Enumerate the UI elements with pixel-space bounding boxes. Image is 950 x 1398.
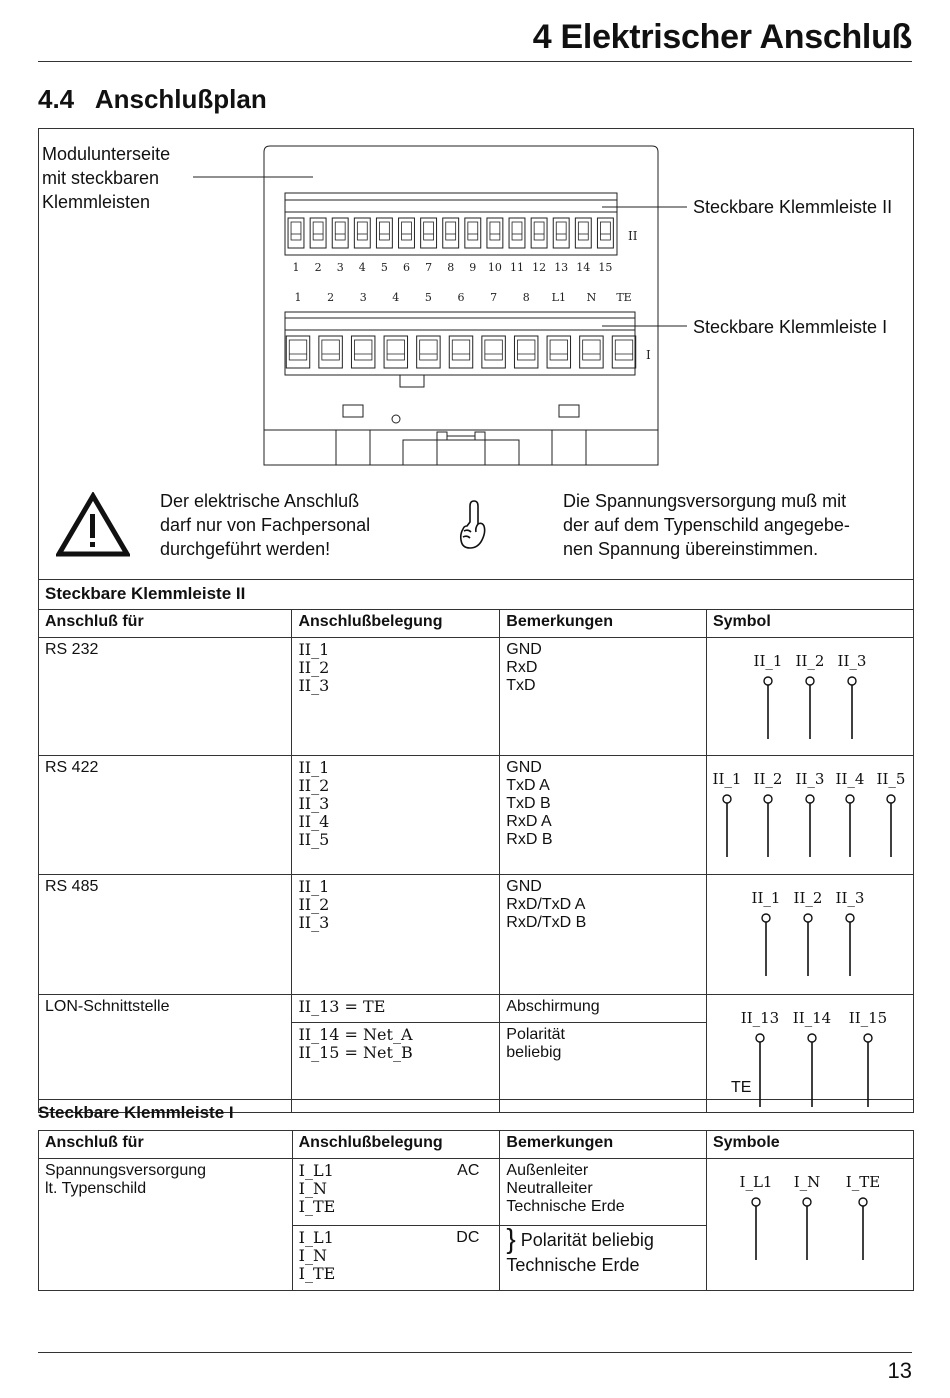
strip2-table-title: Steckbare Klemmleiste II xyxy=(39,580,914,610)
col-header: Anschlußbelegung xyxy=(292,1131,500,1159)
row-notes: Abschirmung xyxy=(500,995,707,1023)
strip1-label: Steckbare Klemmleiste I xyxy=(693,317,888,337)
terminal-slot xyxy=(487,218,503,248)
terminal-symbol xyxy=(836,889,865,976)
row-pins xyxy=(292,756,500,875)
table-row xyxy=(39,1159,914,1226)
pin: II_1 xyxy=(298,640,330,659)
terminal-number: 6 xyxy=(403,261,410,274)
pin: I_L1 xyxy=(298,1161,334,1180)
symbol-label: II_3 xyxy=(837,652,867,670)
terminal-slot xyxy=(509,218,525,248)
terminal-number: 8 xyxy=(447,261,455,274)
terminal-slot xyxy=(575,218,591,248)
terminal-number: 8 xyxy=(522,291,530,304)
module-label-line: Klemmleisten xyxy=(42,192,151,212)
note: Technische Erde xyxy=(506,1198,625,1215)
table-row xyxy=(39,995,914,1023)
note-text: Polarität beliebig xyxy=(520,1230,654,1251)
terminal-slot xyxy=(597,218,613,248)
row-pins xyxy=(292,1023,500,1113)
row-pins xyxy=(292,1159,500,1226)
terminal-number: 3 xyxy=(359,291,367,304)
row-for: RS 232 xyxy=(39,638,292,756)
pin: II_3 xyxy=(298,794,330,813)
note: Technische Erde xyxy=(506,1255,640,1276)
pin: I_L1 xyxy=(298,1228,334,1248)
note xyxy=(506,1223,700,1255)
module-drawing xyxy=(0,0,950,480)
terminal-slot xyxy=(384,336,407,368)
col-header: Anschlußbelegung xyxy=(292,610,500,638)
ac-tag: AC xyxy=(457,1162,480,1179)
terminal-number: L1 xyxy=(551,291,566,304)
terminal-symbol xyxy=(793,1009,831,1107)
terminal-symbol xyxy=(752,889,781,976)
footer-rule xyxy=(38,1352,912,1353)
info-line: der auf dem Typenschild angegebe- xyxy=(563,515,850,535)
terminal-slot xyxy=(421,218,437,248)
row-notes xyxy=(500,1023,707,1113)
symbol-label: II_4 xyxy=(835,770,865,788)
terminal-number: 1 xyxy=(294,291,302,304)
note: RxD/TxD A xyxy=(506,896,586,913)
note: RxD xyxy=(506,659,538,676)
row-for: RS 485 xyxy=(39,875,292,995)
strip1-table-title: Steckbare Klemmleiste I xyxy=(38,1103,234,1122)
terminal-slot xyxy=(612,336,635,368)
terminal-symbol xyxy=(836,770,865,857)
warning-line: darf nur von Fachpersonal xyxy=(160,515,371,535)
terminal-number: 9 xyxy=(469,261,477,274)
row-pins xyxy=(292,1226,500,1291)
pin: II_15 = Net_B xyxy=(298,1043,413,1063)
terminal-symbol xyxy=(740,1173,773,1260)
note: TxD xyxy=(506,677,536,694)
terminal-symbols xyxy=(707,638,912,750)
terminal-symbol xyxy=(796,652,825,739)
terminal-number: 10 xyxy=(487,261,502,274)
symbol-label: II_2 xyxy=(753,770,783,788)
terminal-number: 5 xyxy=(424,291,432,304)
note: RxD B xyxy=(506,831,553,848)
terminal-symbol xyxy=(796,770,825,857)
terminal-number: 11 xyxy=(510,261,524,274)
terminal-number: 7 xyxy=(490,291,498,304)
strip2-label: Steckbare Klemmleiste II xyxy=(693,197,893,217)
pin: II_3 xyxy=(298,676,330,695)
module-label-line: mit steckbaren xyxy=(42,168,160,188)
note: Außenleiter xyxy=(506,1162,589,1179)
col-header: Bemerkungen xyxy=(500,1131,707,1159)
row-symbol xyxy=(706,638,913,756)
note: beliebig xyxy=(506,1044,562,1062)
terminal-symbol xyxy=(794,889,823,976)
terminal-number: 2 xyxy=(327,291,335,304)
terminal-number: 1 xyxy=(292,261,300,274)
note: RxD/TxD B xyxy=(506,914,587,931)
note: RxD A xyxy=(506,813,552,830)
terminal-slot xyxy=(417,336,440,368)
pin: II_5 xyxy=(298,830,330,849)
pointing-hand-icon xyxy=(456,498,490,552)
pin: II_4 xyxy=(298,812,330,831)
terminal-number: 14 xyxy=(576,261,591,274)
terminal-slot xyxy=(354,218,370,248)
symbol-label: II_14 xyxy=(792,1009,832,1027)
symbol-label: II_5 xyxy=(876,770,906,788)
row-symbol xyxy=(706,756,913,875)
terminal-number: 7 xyxy=(425,261,433,274)
terminal-slot xyxy=(443,218,459,248)
symbol-label: II_1 xyxy=(751,889,781,907)
note: Neutralleiter xyxy=(506,1180,593,1197)
row-notes xyxy=(500,756,707,875)
pin: II_1 xyxy=(298,877,330,896)
pin: II_2 xyxy=(298,776,330,795)
pin: II_1 xyxy=(298,758,330,777)
symbol-label: II_15 xyxy=(848,1009,888,1027)
warning-triangle-icon xyxy=(56,492,130,558)
warning-line: Der elektrische Anschluß xyxy=(160,491,360,511)
terminal-slot xyxy=(465,218,481,248)
terminal-number: 3 xyxy=(336,261,344,274)
row-for: LON-Schnittstelle xyxy=(39,995,292,1113)
terminal-symbol xyxy=(838,652,867,739)
terminal-slot xyxy=(319,336,342,368)
symbol-label: II_1 xyxy=(712,770,742,788)
info-line: nen Spannung übereinstimmen. xyxy=(563,539,819,559)
strip2-roman: II xyxy=(628,229,638,243)
table-row xyxy=(39,875,914,995)
row-symbol xyxy=(706,875,913,995)
terminal-slot xyxy=(580,336,603,368)
section-title: 4.4 Anschlußplan xyxy=(38,84,267,114)
table-row xyxy=(39,638,914,756)
note: Polarität xyxy=(506,1026,565,1044)
info-text xyxy=(563,489,896,561)
terminal-slot xyxy=(351,336,374,368)
table-row xyxy=(39,756,914,875)
terminal-number: 15 xyxy=(598,261,613,274)
terminal-symbols xyxy=(707,1159,912,1285)
symbol-label: I_TE xyxy=(845,1173,881,1191)
col-header: Anschluß für xyxy=(39,1131,293,1159)
pin: I_N xyxy=(298,1179,327,1198)
warning-line: durchgeführt werden! xyxy=(160,539,331,559)
warning-text xyxy=(160,489,400,561)
terminal-number: TE xyxy=(616,291,632,304)
terminal-number: 4 xyxy=(358,261,366,274)
module-label-line: Modulunterseite xyxy=(42,144,171,164)
pin: II_3 xyxy=(298,913,330,932)
brace-glyph: } xyxy=(506,1223,516,1255)
col-header: Bemerkungen xyxy=(500,610,707,638)
symbol-label: I_N xyxy=(793,1173,821,1191)
terminal-number: 5 xyxy=(380,261,388,274)
pin: I_TE xyxy=(298,1264,336,1284)
row-pins: II_13 = TE xyxy=(292,995,500,1023)
symbol-label: II_2 xyxy=(795,652,825,670)
symbol-label: II_1 xyxy=(753,652,783,670)
terminal-number: 13 xyxy=(554,261,569,274)
row-notes xyxy=(500,638,707,756)
terminal-slot xyxy=(399,218,415,248)
terminal-number: 2 xyxy=(314,261,322,274)
for-line: Spannungsversorgung xyxy=(45,1162,207,1179)
terminal-symbol xyxy=(713,770,742,857)
note: GND xyxy=(506,878,542,895)
strip2-terminals xyxy=(288,218,613,274)
terminal-symbol xyxy=(849,1009,887,1107)
pin: II_14 = Net_A xyxy=(298,1025,413,1045)
terminal-symbol xyxy=(877,770,906,857)
terminal-symbol xyxy=(754,652,783,739)
terminal-slot xyxy=(310,218,326,248)
strip2-table xyxy=(38,579,914,1113)
terminal-symbol xyxy=(754,770,783,857)
symbol-label: I_L1 xyxy=(739,1173,773,1191)
terminal-slot xyxy=(553,218,569,248)
terminal-number: 4 xyxy=(392,291,400,304)
terminal-number: 12 xyxy=(532,261,547,274)
terminal-slot xyxy=(482,336,505,368)
terminal-slot xyxy=(449,336,472,368)
note: TxD B xyxy=(506,795,551,812)
pin: I_TE xyxy=(298,1197,336,1216)
row-notes xyxy=(500,1159,707,1226)
terminal-symbol xyxy=(794,1173,821,1260)
terminal-slot xyxy=(286,336,309,368)
note: GND xyxy=(506,759,542,776)
strip1-table xyxy=(38,1130,914,1291)
row-symbol xyxy=(706,1159,913,1291)
symbol-label: II_13 xyxy=(740,1009,780,1027)
terminal-number: 6 xyxy=(457,291,465,304)
terminal-number: N xyxy=(586,291,597,304)
terminal-slot xyxy=(288,218,304,248)
row-notes xyxy=(500,875,707,995)
row-for: RS 422 xyxy=(39,756,292,875)
col-header: Symbol xyxy=(706,610,913,638)
row-for xyxy=(39,1159,293,1291)
row-notes xyxy=(500,1223,707,1291)
strip1-roman: I xyxy=(646,348,651,362)
symbol-label: II_3 xyxy=(835,889,865,907)
row-pins xyxy=(292,875,500,995)
terminal-symbols xyxy=(707,756,912,869)
row-symbol xyxy=(706,995,913,1113)
chapter-title: 4 Elektrischer Anschluß xyxy=(532,18,912,56)
col-header: Anschluß für xyxy=(39,610,292,638)
te-label: TE xyxy=(730,1079,752,1096)
note: TxD A xyxy=(506,777,550,794)
terminal-symbols xyxy=(707,875,912,989)
note: GND xyxy=(506,641,542,658)
page-number: 13 xyxy=(887,1358,912,1383)
pin: II_2 xyxy=(298,895,330,914)
info-line: Die Spannungsversorgung muß mit xyxy=(563,491,847,511)
terminal-slot xyxy=(547,336,570,368)
pin: I_N xyxy=(298,1246,327,1266)
terminal-slot xyxy=(332,218,348,248)
terminal-slot xyxy=(376,218,392,248)
dc-tag: DC xyxy=(456,1229,480,1247)
terminal-symbol xyxy=(846,1173,880,1260)
col-header: Symbole xyxy=(706,1131,913,1159)
row-pins xyxy=(292,638,500,756)
symbol-label: II_2 xyxy=(793,889,823,907)
pin: II_2 xyxy=(298,658,330,677)
terminal-slot xyxy=(514,336,537,368)
symbol-label: II_3 xyxy=(795,770,825,788)
terminal-slot xyxy=(531,218,547,248)
for-line: lt. Typenschild xyxy=(45,1180,147,1197)
